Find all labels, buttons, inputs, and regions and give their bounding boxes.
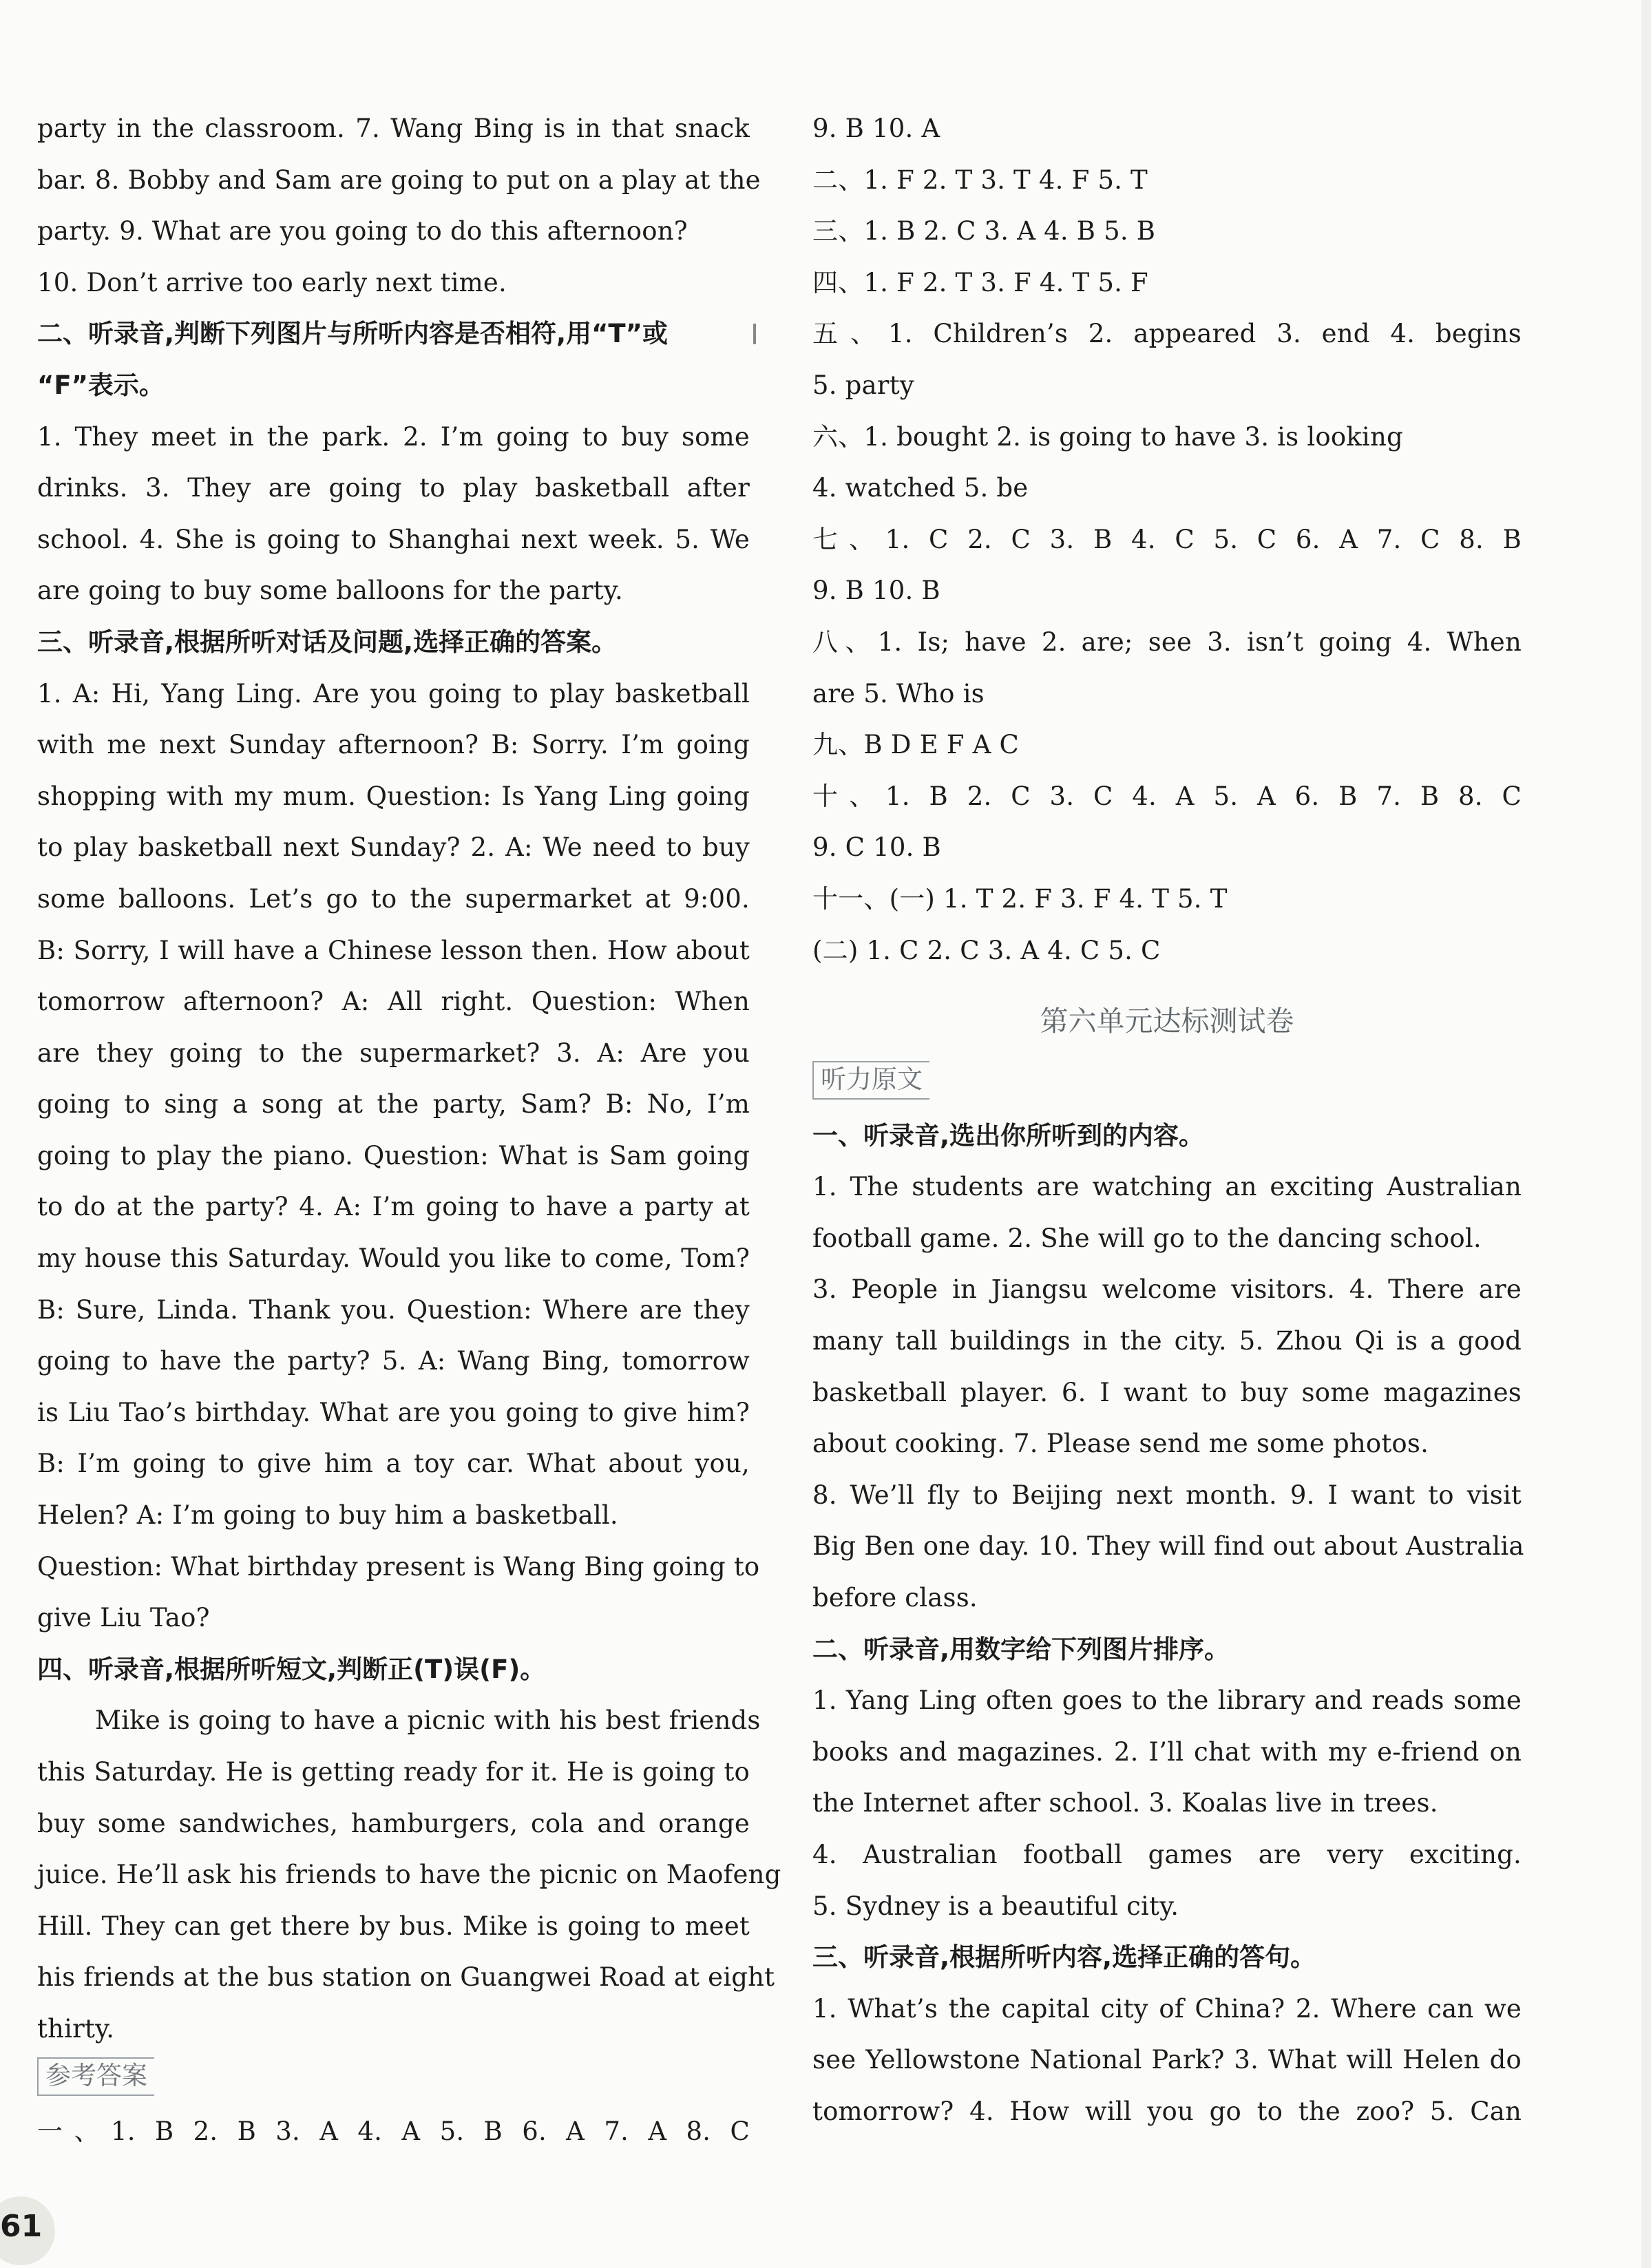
text-line: to do at the party? 4. A: I’m going to have a party at — [37, 1192, 750, 1222]
listening-script-tag-wrap — [812, 1059, 1522, 1111]
text-line: 1. The students are watching an exciting Australian — [812, 1172, 1522, 1202]
text-line: tomorrow afternoon? A: All right. Question: When — [37, 987, 750, 1017]
text-line: going to play the piano. Question: What is Sam going — [37, 1140, 750, 1170]
answer-line: (二) 1. C 2. C 3. A 4. C 5. C — [812, 935, 1161, 965]
section-heading: 三、听录音,根据所听对话及问题,选择正确的答案。 — [37, 627, 618, 657]
text-line: some balloons. Let’s go to the supermarket at 9:00. — [37, 883, 750, 914]
text-line: basketball player. 6. I want to buy some magazines — [812, 1377, 1522, 1407]
text-line: about cooking. 7. Please send me some photos. — [812, 1429, 1429, 1459]
text-line: Hill. They can get there by bus. Mike is going to meet — [37, 1911, 750, 1941]
text-line: Question: What birthday present is Wang Bing going to — [37, 1551, 760, 1582]
text-line: is Liu Tao’s birthday. What are you going to give him? — [37, 1397, 750, 1427]
text-line: shopping with my mum. Question: Is Yang Ling going — [37, 781, 750, 811]
answer-line: 9. B 10. B — [812, 576, 940, 606]
text-line: going to have the party? 5. A: Wang Bing, tomorrow — [37, 1346, 750, 1376]
answer-line: 9. C 10. B — [812, 832, 941, 863]
text-line: 3. People in Jiangsu welcome visitors. 4. There are — [812, 1274, 1522, 1305]
answer-line: 5. party — [812, 370, 914, 400]
answer-line: 9. B 10. A — [812, 114, 940, 143]
text-line: B: Sorry, I will have a Chinese lesson then. How about — [37, 935, 750, 965]
answer-line: 十一、(一) 1. T 2. F 3. F 4. T 5. T — [812, 883, 1228, 914]
page-number: 61 — [0, 2209, 43, 2244]
listening-script-tag: 听力原文 — [812, 1061, 929, 1100]
text-line: Mike is going to have a picnic with his best friends — [95, 1705, 761, 1736]
text-line: my house this Saturday. Would you like to come, Tom? — [37, 1243, 750, 1274]
answer-line: 4. watched 5. be — [812, 473, 1029, 503]
gutter-mark — [753, 324, 756, 344]
text-line: this Saturday. He is getting ready for it. He is going to — [37, 1757, 750, 1787]
section-heading: 二、听录音,用数字给下列图片排序。 — [812, 1634, 1230, 1664]
text-line: party. 9. What are you going to do this afternoon? — [37, 216, 688, 246]
answer-line: 四、1. F 2. T 3. F 4. T 5. F — [812, 267, 1148, 297]
answer-line: 八、1. Is; have 2. are; see 3. isn’t going 4. When — [812, 627, 1522, 657]
text-line: the Internet after school. 3. Koalas live in trees. — [812, 1788, 1438, 1818]
text-line: B: Sure, Linda. Thank you. Question: Where are they — [37, 1294, 750, 1325]
section-heading: 三、听录音,根据所听内容,选择正确的答句。 — [812, 1942, 1316, 1973]
answer-line: 一、1. B 2. B 3. A 4. A 5. B 6. A 7. A 8. C — [37, 2117, 750, 2147]
answer-key-tag-wrap — [37, 2055, 750, 2107]
answer-line: 三、1. B 2. C 3. A 4. B 5. B — [812, 216, 1156, 246]
text-line: 5. Sydney is a beautiful city. — [812, 1891, 1179, 1921]
text-line: Big Ben one day. 10. They will find out about Australia — [812, 1531, 1524, 1562]
text-line: 1. A: Hi, Yang Ling. Are you going to play basketball — [37, 678, 750, 708]
answer-line: 五、1. Children’s 2. appeared 3. end 4. begins — [812, 319, 1522, 349]
text-line: juice. He’ll ask his friends to have the picnic on Maofeng — [37, 1860, 781, 1890]
text-line: 4. Australian football games are very exciting. — [812, 1840, 1522, 1869]
text-line: Helen? A: I’m going to buy him a basketball. — [37, 1500, 618, 1531]
answer-line: 六、1. bought 2. is going to have 3. is looking — [812, 421, 1403, 452]
section-heading: 二、听录音,判断下列图片与所听内容是否相符,用“T”或 — [37, 319, 668, 349]
text-line: before class. — [812, 1583, 978, 1613]
text-line: are they going to the supermarket? 3. A: Are you — [37, 1038, 750, 1068]
text-line: 1. They meet in the park. 2. I’m going to buy some — [37, 421, 750, 452]
text-line: are going to buy some balloons for the party. — [37, 576, 623, 606]
text-line: with me next Sunday afternoon? B: Sorry. I’m going — [37, 730, 750, 760]
answer-key-tag: 参考答案 — [37, 2057, 154, 2096]
text-line: going to sing a song at the party, Sam? B: No, I’m — [37, 1089, 750, 1120]
answer-line: 十、1. B 2. C 3. C 4. A 5. A 6. B 7. B 8. C — [812, 781, 1522, 811]
text-line: bar. 8. Bobby and Sam are going to put on a play at the — [37, 165, 761, 195]
text-line: buy some sandwiches, hamburgers, cola and orange — [37, 1808, 750, 1838]
unit-test-title: 第六单元达标测试卷 — [1040, 1005, 1294, 1038]
text-line: 8. We’ll fly to Beijing next month. 9. I want to visit — [812, 1480, 1522, 1510]
text-line: 1. Yang Ling often goes to the library and reads some — [812, 1686, 1522, 1716]
text-line: party in the classroom. 7. Wang Bing is in that snack — [37, 114, 750, 143]
text-line: see Yellowstone National Park? 3. What will Helen do — [812, 2045, 1522, 2075]
page-edge-shadow — [1641, 0, 1651, 2268]
text-line: drinks. 3. They are going to play basketball after — [37, 473, 750, 503]
text-line: give Liu Tao? — [37, 1603, 210, 1633]
section-heading: “F”表示。 — [37, 370, 165, 400]
right-column — [812, 103, 1522, 2138]
text-line: books and magazines. 2. I’ll chat with my e-friend on — [812, 1736, 1522, 1767]
answer-line: are 5. Who is — [812, 678, 985, 708]
text-line: thirty. — [37, 2013, 115, 2044]
section-heading: 四、听录音,根据所听短文,判断正(T)误(F)。 — [37, 1654, 546, 1684]
section-heading: 一、听录音,选出你所听到的内容。 — [812, 1120, 1205, 1151]
left-column — [37, 103, 781, 2158]
answer-line: 二、1. F 2. T 3. T 4. F 5. T — [812, 165, 1148, 195]
text-line: school. 4. She is going to Shanghai next week. 5. We — [37, 524, 750, 554]
text-line: many tall buildings in the city. 5. Zhou Qi is a good — [812, 1326, 1522, 1356]
text-line: 10. Don’t arrive too early next time. — [37, 267, 507, 297]
text-line: to play basketball next Sunday? 2. A: We need to buy — [37, 832, 750, 863]
text-line: football game. 2. She will go to the dancing school. — [812, 1223, 1482, 1253]
answer-line: 七、1. C 2. C 3. B 4. C 5. C 6. A 7. C 8. B — [812, 524, 1522, 554]
text-line: B: I’m going to give him a toy car. What about you, — [37, 1449, 750, 1479]
text-line: his friends at the bus station on Guangwei Road at eight — [37, 1962, 775, 1993]
answer-line: 九、B D E F A C — [812, 730, 1019, 760]
text-line: 1. What’s the capital city of China? 2. Where can we — [812, 1993, 1522, 2024]
text-line: tomorrow? 4. How will you go to the zoo? 5. Can — [812, 2096, 1522, 2126]
